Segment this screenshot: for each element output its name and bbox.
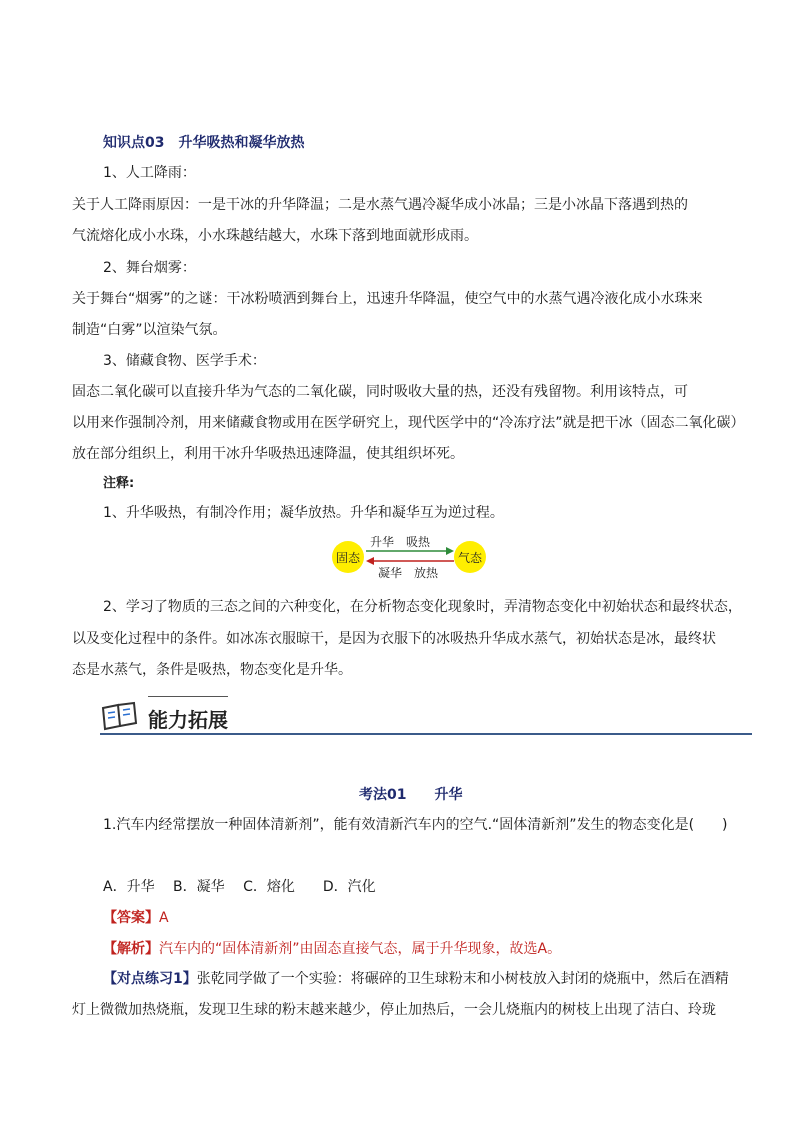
options-text: A．升华 B．凝华 C．熔化 D．汽化 [103, 879, 376, 895]
banner-title: 能力拓展 [148, 708, 228, 732]
answer-value: A [159, 910, 169, 926]
item3-line-1: 固态二氧化碳可以直接升华为气态的二氧化碳，同时吸收大量的热，还没有残留物。利用该特点，可 [72, 384, 688, 400]
item1-line-2: 气流熔化成小水珠，小水珠越结越大，水珠下落到地面就形成雨。 [72, 228, 478, 244]
item2-line-1: 关于舞台“烟雾”的之谜：干冰粉喷洒到舞台上，迅速升华降温，使空气中的水蒸气遇冷液化成小水珠来 [72, 291, 703, 307]
book-icon [100, 700, 140, 732]
deposition-label: 凝华 放热 [378, 566, 439, 580]
diagram-arrows [330, 536, 490, 582]
item3-title: 3、储藏食物、医学手术： [103, 353, 266, 369]
note-label: 注释: [103, 476, 135, 491]
practice-line-1: 张乾同学做了一个实验：将碾碎的卫生球粉末和小树枝放入封闭的烧瓶中，然后在酒精 [196, 971, 729, 987]
item1-title: 1、人工降雨： [103, 165, 196, 181]
note-2-line-1: 2、学习了物质的三态之间的六种变化，在分析物态变化现象时，弄清物态变化中初始状态和最终状态， [103, 599, 742, 615]
section-heading: 知识点03 升华吸热和凝华放热 [103, 135, 305, 151]
item2-line-2: 制造“白雾”以渲染气氛。 [72, 322, 227, 338]
item1-line-1: 关于人工降雨原因：一是干冰的升华降温；二是水蒸气遇冷凝华成小冰晶；三是小冰晶下落遇到热的 [72, 197, 688, 213]
analysis-text: 汽车内的“固体清新剂”由固态直接气态，属于升华现象，故选A。 [159, 941, 562, 957]
practice-line-2: 灯上微微加热烧瓶，发现卫生球的粉末越来越少，停止加热后，一会儿烧瓶内的树枝上出现了洁白、玲珑 [72, 1002, 716, 1018]
sublimation-arrowhead [446, 547, 454, 555]
phase-diagram [330, 536, 490, 582]
banner-top-rule [148, 696, 228, 697]
question-text: 1.汽车内经常摆放一种固体清新剂”，能有效清新汽车内的空气.“固体清新剂”发生的物态变化是( ) [103, 817, 728, 833]
sublimation-label: 升华 吸热 [370, 535, 431, 549]
analysis-label: 【解析】 [103, 941, 159, 957]
item3-line-3: 放在部分组织上，利用干冰升华吸热迅速降温，使其组织坏死。 [72, 446, 464, 462]
method-heading: 考法01 升华 [359, 787, 463, 803]
solid-circle: 固态 [332, 541, 364, 573]
item3-line-2: 以用来作强制冷剂，用来储藏食物或用在医学研究上，现代医学中的“冷冻疗法”就是把干冰（固态二氧化碳） [72, 415, 745, 431]
note-2-line-2: 以及变化过程中的条件。如冰冻衣服晾干，是因为衣服下的冰吸热升华成水蒸气，初始状态是冰，最终状 [72, 631, 716, 647]
note-2-line-3: 态是水蒸气，条件是吸热，物态变化是升华。 [72, 662, 352, 678]
deposition-arrowhead [366, 557, 374, 565]
answer-label: 【答案】 [103, 910, 159, 926]
banner-rule [100, 733, 752, 735]
note-1: 1、升华吸热，有制冷作用；凝华放热。升华和凝华互为逆过程。 [103, 505, 504, 521]
gas-circle: 气态 [454, 541, 486, 573]
item2-title: 2、舞台烟雾： [103, 260, 196, 276]
practice-label: 【对点练习1】 [103, 971, 197, 987]
